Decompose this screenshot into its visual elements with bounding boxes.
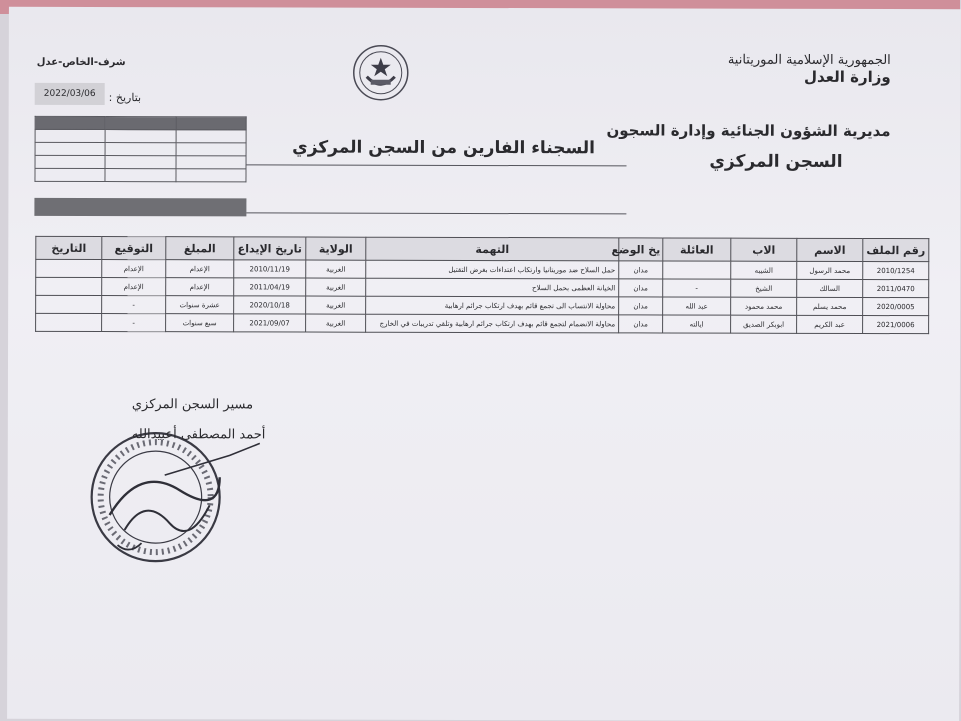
table-row (36, 295, 929, 315)
column-header: التوقيع (102, 236, 166, 259)
column-header: التهمة (366, 237, 619, 261)
signature-cell: الإعدام (102, 277, 166, 295)
signature-cell: - (102, 295, 166, 313)
table-row (36, 259, 929, 279)
file-number-cell: 2020/0005 (863, 297, 929, 315)
date-cell (36, 259, 102, 277)
charge-cell: محاولة الانتساب الى تجمع قائم بهدف ارتكاب جرائم ارهابية (366, 296, 619, 315)
reference-label: شرف-الخاص-عدل (36, 56, 126, 69)
file-number-cell: 2021/0006 (863, 315, 929, 333)
sentence-cell: الإعدام (166, 278, 234, 296)
sentence-cell: عشرة سنوات (166, 296, 234, 314)
family-cell: عبد الله (663, 297, 731, 315)
family-cell: ايالته (663, 315, 731, 333)
date-cell (36, 295, 102, 313)
title-lower-rule (246, 212, 626, 214)
column-header: تاريخ الإيداع (234, 237, 306, 260)
status-cell: مدان (619, 315, 663, 333)
date-cell (36, 313, 102, 331)
date-field: 2022/03/06 (35, 83, 105, 105)
republic-name: الجمهورية الإسلامية الموريتانية (727, 52, 891, 69)
father-cell: الشيخ (731, 279, 797, 297)
column-header: الاب (731, 238, 797, 261)
prison-name: السجن المركزي (709, 151, 843, 172)
charge-cell: محاولة الانضمام لتجمع قائم بهدف ارتكاب جرائم ارهابية وتلقي تدريبات في الخارج (366, 314, 619, 333)
table-row (36, 313, 929, 333)
status-cell: مدان (619, 279, 663, 297)
column-header: الاسم (797, 238, 863, 261)
name-cell: السالك (797, 279, 863, 297)
ministry-name: وزارة العدل (803, 67, 891, 87)
table-header-row (36, 236, 929, 261)
name-cell: محمد الرسول (797, 261, 863, 279)
charge-cell: حمل السلاح ضد موريتانيا وارتكاب اعتداءات بغرض التقتيل (366, 260, 619, 279)
document-page (7, 7, 961, 721)
file-number-cell: 2011/0470 (863, 279, 929, 297)
signatory-title: مسير السجن المركزي (131, 397, 254, 413)
deposit-date-cell: 2011/04/19 (234, 278, 306, 296)
family-cell (663, 261, 731, 279)
table-row (36, 277, 929, 297)
signature-cell: - (102, 313, 166, 331)
region-cell: الغربية (306, 296, 366, 314)
status-cell: مدان (619, 261, 663, 279)
deposit-date-cell: 2021/09/07 (234, 314, 306, 332)
deposit-date-cell: 2020/10/18 (234, 296, 306, 314)
escapees-table (35, 236, 929, 334)
reference-grid-footer (34, 198, 246, 217)
father-cell: الشيبه (731, 261, 797, 279)
status-cell: مدان (619, 297, 663, 315)
directorate-name: مديرية الشؤون الجنائية وإدارة السجون (606, 121, 891, 141)
column-header: يخ الوضع (619, 238, 663, 261)
deposit-date-cell: 2010/11/19 (234, 260, 306, 278)
column-header: رقم الملف (863, 238, 929, 261)
region-cell: الغربية (306, 260, 366, 278)
column-header: التاريخ (36, 236, 102, 259)
charge-cell: الخيانة العظمى بحمل السلاح (366, 278, 619, 297)
letterhead (728, 53, 891, 86)
father-cell: ابوبكر الصديق (731, 315, 797, 333)
document-title: السجناء الفارين من السجن المركزي (292, 137, 596, 159)
name-cell: عبد الكريم (797, 315, 863, 333)
region-cell: الغربية (306, 278, 366, 296)
name-cell: محمد يسلم (797, 297, 863, 315)
date-cell (36, 277, 102, 295)
reference-grid (34, 116, 246, 183)
signatory-name: أحمد المصطفى أعبيدالله (131, 427, 266, 443)
father-cell: محمد محمود (731, 297, 797, 315)
column-header: الولاية (306, 237, 366, 260)
title-underline (247, 164, 627, 166)
file-number-cell: 2010/1254 (863, 261, 929, 279)
national-seal-icon (345, 44, 417, 102)
sentence-cell: سبع سنوات (166, 314, 234, 332)
date-label: بتاريخ : (108, 91, 142, 105)
region-cell: الغربية (306, 314, 366, 332)
family-cell: - (663, 279, 731, 297)
column-header: المبلغ (166, 237, 234, 260)
column-header: العائلة (663, 238, 731, 261)
sentence-cell: الإعدام (166, 260, 234, 278)
official-stamp-icon (69, 395, 269, 574)
signature-cell: الإعدام (102, 259, 166, 277)
